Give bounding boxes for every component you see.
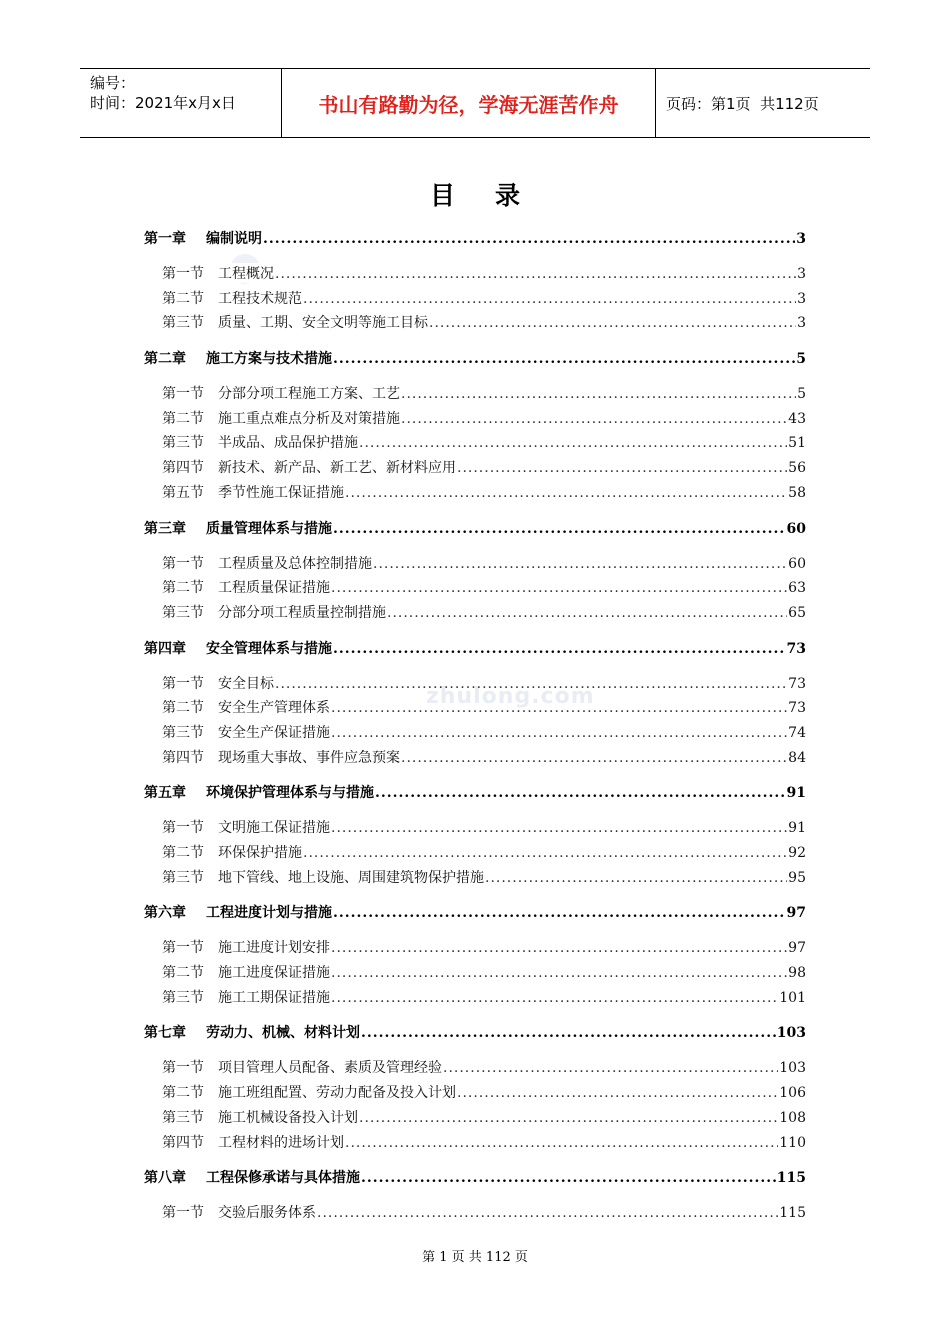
toc-section-entry[interactable] — [144, 577, 806, 602]
section-number: 第三节 — [162, 989, 204, 1006]
section-title: 施工工期保证措施 — [218, 989, 330, 1006]
header-page-info — [656, 69, 870, 137]
chapter-number: 第四章 — [144, 640, 186, 657]
section-title: 质量、工期、安全文明等施工目标 — [218, 315, 428, 332]
section-title: 分部分项工程施工方案、工艺 — [218, 386, 400, 403]
leader-dots — [401, 386, 796, 402]
toc-chapter-entry[interactable] — [144, 1022, 806, 1046]
leader-dots — [303, 291, 796, 307]
chapter-title: 劳动力、机械、材料计划 — [206, 1025, 360, 1042]
section-title: 新技术、新产品、新工艺、新材料应用 — [218, 460, 456, 477]
toc-section-entry[interactable] — [144, 553, 806, 578]
toc-chapter-entry[interactable] — [144, 902, 806, 926]
leader-dots — [331, 940, 787, 956]
leader-dots — [345, 485, 787, 501]
section-title: 安全生产保证措施 — [218, 724, 330, 741]
section-page-number: 108 — [779, 1109, 806, 1126]
section-page-number: 3 — [797, 290, 806, 307]
section-page-number: 95 — [788, 869, 806, 886]
toc-section-entry[interactable] — [144, 697, 806, 722]
section-title: 工程质量及总体控制措施 — [218, 555, 372, 572]
header-meta — [80, 69, 282, 137]
page-header — [80, 68, 870, 138]
chapter-page-number: 3 — [796, 231, 806, 247]
chapter-title: 工程保修承诺与具体措施 — [206, 1170, 360, 1187]
chapter-number: 第一章 — [144, 231, 186, 247]
section-title: 交验后服务体系 — [218, 1205, 316, 1222]
section-title: 工程概况 — [218, 266, 274, 282]
section-number: 第五节 — [162, 484, 204, 501]
toc-section-entry[interactable] — [144, 383, 806, 408]
toc-chapter-entry[interactable] — [144, 348, 806, 372]
section-number: 第一节 — [162, 555, 204, 572]
section-page-number: 73 — [788, 675, 806, 692]
section-title: 环保保护措施 — [218, 845, 302, 861]
section-number: 第四节 — [162, 1134, 204, 1151]
section-number: 第二节 — [162, 1085, 204, 1102]
section-page-number: 5 — [797, 386, 806, 403]
leader-dots — [345, 1135, 778, 1151]
chapter-number: 第三章 — [144, 520, 186, 537]
section-number: 第二节 — [162, 965, 204, 982]
section-number: 第三节 — [162, 724, 204, 741]
section-number: 第一节 — [162, 675, 204, 692]
leader-dots — [457, 1085, 778, 1101]
chapter-title: 质量管理体系与措施 — [206, 520, 332, 537]
watermark: zhulong.com — [426, 684, 595, 709]
toc-section-entry[interactable] — [144, 457, 806, 482]
toc-section-entry[interactable] — [144, 673, 806, 698]
section-page-number: 97 — [788, 940, 806, 957]
section-page-number: 74 — [788, 724, 806, 741]
section-page-number: 91 — [788, 820, 806, 837]
section-title: 施工机械设备投入计划 — [218, 1109, 358, 1126]
section-title: 施工进度保证措施 — [218, 965, 330, 982]
header-motto: 书山有路勤为径，学海无涯苦作舟 — [282, 69, 656, 137]
document-time-label: 时间：2021年x月x日 — [90, 94, 236, 112]
section-page-number: 84 — [788, 749, 806, 766]
leader-dots — [457, 460, 787, 476]
toc-section-entry[interactable] — [144, 987, 806, 1012]
table-of-contents — [144, 228, 806, 1227]
section-number: 第一节 — [162, 266, 204, 282]
leader-dots — [331, 580, 787, 596]
chapter-page-number: 103 — [776, 1025, 806, 1042]
leader-dots — [387, 605, 787, 621]
section-number: 第四节 — [162, 460, 204, 477]
toc-section-entry[interactable] — [144, 1082, 806, 1107]
chapter-page-number: 115 — [776, 1170, 806, 1187]
section-number: 第二节 — [162, 290, 204, 307]
toc-section-entry[interactable] — [144, 962, 806, 987]
section-page-number: 3 — [797, 315, 806, 332]
toc-section-entry[interactable] — [144, 867, 806, 892]
section-title: 工程材料的进场计划 — [218, 1134, 344, 1151]
toc-chapter-entry[interactable] — [144, 518, 806, 542]
section-page-number: 56 — [788, 460, 806, 477]
leader-dots — [303, 845, 787, 861]
toc-section-entry[interactable] — [144, 482, 806, 507]
section-title: 施工重点难点分析及对策措施 — [218, 410, 400, 427]
section-page-number: 73 — [788, 700, 806, 717]
section-page-number: 110 — [779, 1134, 806, 1151]
leader-dots — [333, 641, 786, 657]
leader-dots — [361, 1025, 776, 1041]
leader-dots — [333, 521, 786, 537]
toc-section-entry[interactable] — [144, 1057, 806, 1082]
section-number: 第三节 — [162, 315, 204, 332]
leader-dots — [375, 785, 786, 801]
toc-section-entry[interactable] — [144, 602, 806, 627]
section-page-number: 43 — [788, 410, 806, 427]
toc-section-entry[interactable] — [144, 1202, 806, 1227]
chapter-title: 施工方案与技术措施 — [206, 351, 332, 368]
section-page-number: 51 — [788, 435, 806, 452]
section-number: 第一节 — [162, 386, 204, 403]
section-title: 季节性施工保证措施 — [218, 484, 344, 501]
toc-chapter-entry[interactable] — [144, 228, 806, 252]
chapter-number: 第二章 — [144, 351, 186, 368]
leader-dots — [331, 700, 787, 716]
footer-page-number: 第 1 页 共 112 页 — [422, 1250, 528, 1265]
toc-section-entry[interactable] — [144, 722, 806, 747]
section-number: 第三节 — [162, 869, 204, 886]
leader-dots — [331, 725, 787, 741]
leader-dots — [317, 1205, 778, 1221]
section-title: 项目管理人员配备、素质及管理经验 — [218, 1060, 442, 1077]
section-page-number: 101 — [779, 989, 806, 1006]
toc-section-entry[interactable] — [144, 432, 806, 457]
section-page-number: 103 — [779, 1060, 806, 1077]
section-title: 工程质量保证措施 — [218, 580, 330, 597]
leader-dots — [331, 965, 787, 981]
section-page-number: 115 — [779, 1205, 806, 1222]
section-title: 施工进度计划安排 — [218, 940, 330, 957]
toc-section-entry[interactable] — [144, 408, 806, 433]
section-title: 安全生产管理体系 — [218, 700, 330, 717]
chapter-page-number: 5 — [796, 351, 806, 368]
section-page-number: 92 — [788, 845, 806, 861]
leader-dots — [263, 231, 795, 247]
section-number: 第一节 — [162, 1060, 204, 1077]
section-number: 第一节 — [162, 940, 204, 957]
section-number: 第四节 — [162, 749, 204, 766]
leader-dots — [359, 435, 787, 451]
toc-chapter-entry[interactable] — [144, 1167, 806, 1191]
chapter-title: 工程进度计划与措施 — [206, 905, 332, 922]
leader-dots — [401, 750, 787, 766]
leader-dots — [361, 1170, 776, 1186]
header-page-text: 页码：第1页 共112页 — [666, 94, 819, 113]
leader-dots — [275, 676, 787, 692]
chapter-page-number: 60 — [786, 520, 806, 537]
leader-dots — [401, 411, 787, 427]
section-number: 第三节 — [162, 435, 204, 452]
toc-chapter-entry[interactable] — [144, 782, 806, 806]
section-number: 第一节 — [162, 1205, 204, 1222]
section-number: 第二节 — [162, 700, 204, 717]
leader-dots — [429, 315, 796, 331]
section-title: 半成品、成品保护措施 — [218, 435, 358, 452]
toc-section-entry[interactable] — [144, 1107, 806, 1132]
toc-section-entry[interactable] — [144, 263, 806, 288]
toc-section-entry[interactable] — [144, 842, 806, 867]
toc-section-entry[interactable] — [144, 288, 806, 313]
leader-dots — [331, 990, 778, 1006]
section-page-number: 63 — [788, 580, 806, 597]
section-page-number: 98 — [788, 965, 806, 982]
section-title: 分部分项工程质量控制措施 — [218, 604, 386, 621]
page-footer — [0, 1246, 950, 1265]
section-number: 第一节 — [162, 820, 204, 837]
section-title: 地下管线、地上设施、周围建筑物保护措施 — [218, 869, 484, 886]
chapter-page-number: 97 — [786, 905, 806, 922]
section-title: 工程技术规范 — [218, 290, 302, 307]
section-title: 安全目标 — [218, 675, 274, 692]
leader-dots — [443, 1060, 778, 1076]
chapter-page-number: 73 — [786, 640, 806, 657]
toc-section-entry[interactable] — [144, 312, 806, 337]
toc-chapter-entry[interactable] — [144, 638, 806, 662]
toc-section-entry[interactable] — [144, 937, 806, 962]
leader-dots — [359, 1110, 778, 1126]
section-number: 第三节 — [162, 604, 204, 621]
leader-dots — [331, 820, 787, 836]
leader-dots — [275, 266, 796, 282]
section-title: 文明施工保证措施 — [218, 820, 330, 837]
leader-dots — [333, 351, 795, 367]
page-title: 目录 — [429, 181, 560, 210]
chapter-title: 环境保护管理体系与与措施 — [206, 785, 374, 802]
leader-dots — [373, 556, 787, 572]
chapter-number: 第七章 — [144, 1025, 186, 1042]
section-number: 第二节 — [162, 410, 204, 427]
chapter-title: 编制说明 — [206, 231, 262, 247]
leader-dots — [485, 870, 787, 886]
document-number-label: 编号： — [90, 74, 136, 92]
section-page-number: 106 — [779, 1085, 806, 1102]
section-number: 第二节 — [162, 580, 204, 597]
section-number: 第二节 — [162, 845, 204, 861]
section-page-number: 3 — [797, 266, 806, 282]
chapter-number: 第五章 — [144, 785, 186, 802]
section-title: 施工班组配置、劳动力配备及投入计划 — [218, 1085, 456, 1102]
chapter-number: 第六章 — [144, 905, 186, 922]
chapter-title: 安全管理体系与措施 — [206, 640, 332, 657]
leader-dots — [333, 905, 786, 921]
section-page-number: 58 — [788, 484, 806, 501]
toc-section-entry[interactable] — [144, 1132, 806, 1157]
section-page-number: 65 — [788, 604, 806, 621]
toc-section-entry[interactable] — [144, 747, 806, 772]
chapter-number: 第八章 — [144, 1170, 186, 1187]
section-title: 现场重大事故、事件应急预案 — [218, 749, 400, 766]
toc-section-entry[interactable] — [144, 817, 806, 842]
section-page-number: 60 — [788, 555, 806, 572]
section-number: 第三节 — [162, 1109, 204, 1126]
chapter-page-number: 91 — [786, 785, 806, 802]
